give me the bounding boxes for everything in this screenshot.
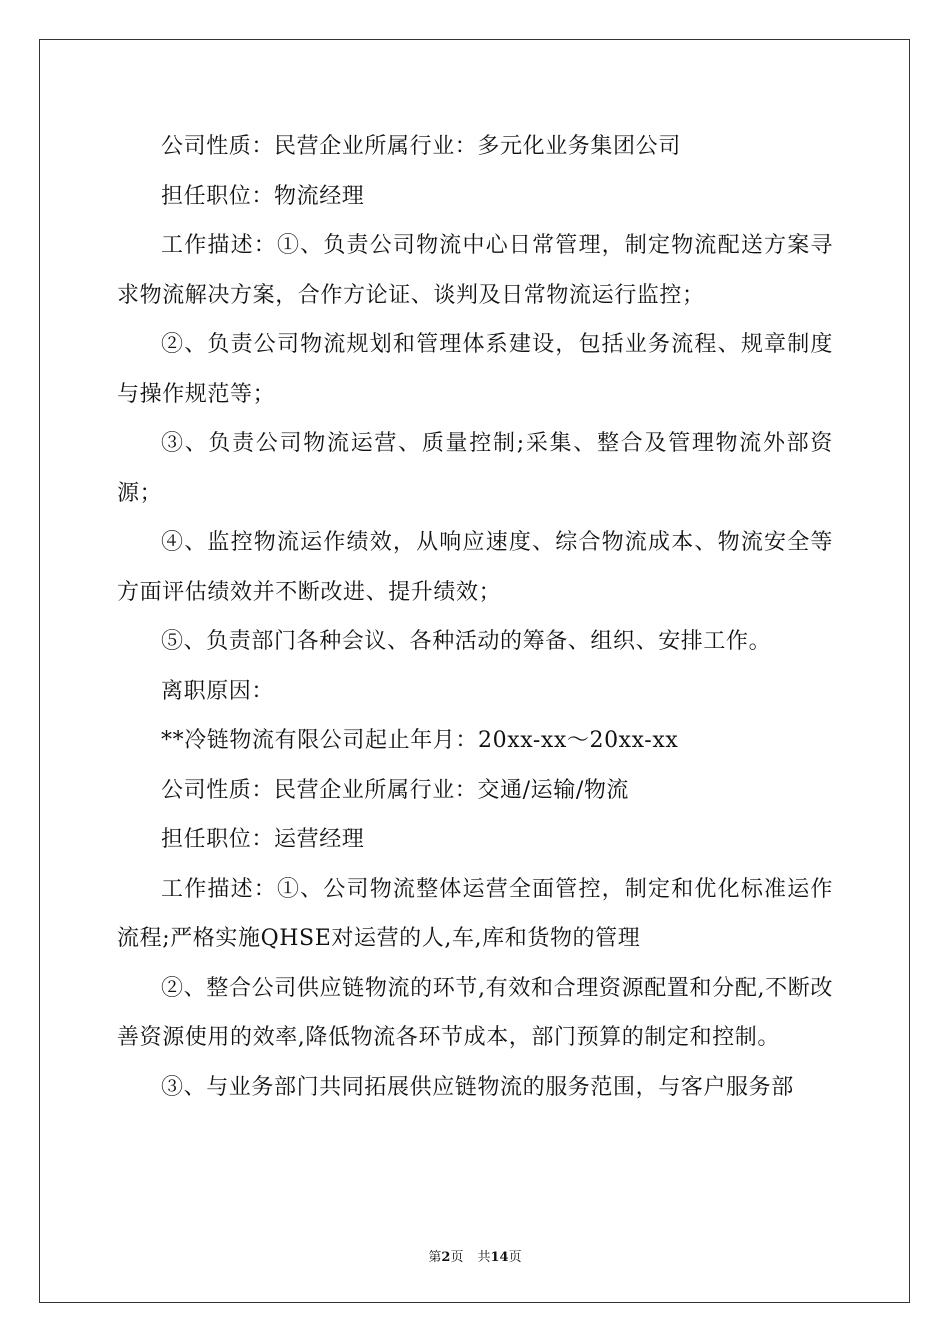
- paragraph-duty-2: ②、负责公司物流规划和管理体系建设，包括业务流程、规章制度与操作规范等；: [117, 332, 833, 407]
- footer-total-suffix: 页: [508, 1250, 522, 1265]
- footer-page-number: 2: [441, 1250, 451, 1265]
- paragraph-leave-reason: 离职原因：: [161, 678, 275, 704]
- footer-page-suffix: 页: [450, 1250, 464, 1265]
- paragraph-company-nature-2: 公司性质：民营企业所属行业：交通/运输/物流: [161, 777, 630, 803]
- paragraph-company-nature-1: 公司性质：民营企业所属行业：多元化业务集团公司: [161, 134, 681, 159]
- paragraph-duty-5: ⑤、负责部门各种会议、各种活动的筹备、组织、安排工作。: [161, 629, 772, 654]
- document-body: [117, 122, 833, 1112]
- paragraph-duty-4: ④、监控物流运作绩效，从响应速度、综合物流成本、物流安全等方面评估绩效并不断改进、提升绩效；: [117, 530, 833, 605]
- page-footer: [0, 1246, 950, 1265]
- paragraph-job-description-2: 工作描述：①、公司物流整体运营全面管控，制定和优化标准运作流程;严格实施QHSE对运营的人,车,库和货物的管理: [117, 876, 833, 951]
- paragraph-position-1: 担任职位：物流经理: [161, 183, 365, 209]
- paragraph-company-period: **冷链物流有限公司起止年月：20xx-xx～20xx-xx: [161, 728, 679, 753]
- footer-total-prefix: 共: [477, 1250, 491, 1265]
- paragraph-position-2: 担任职位：运营经理: [161, 827, 365, 852]
- paragraph-duty-3: ③、负责公司物流运营、质量控制;采集、整合及管理物流外部资源；: [117, 431, 833, 506]
- paragraph-job-description-1: 工作描述：①、负责公司物流中心日常管理，制定物流配送方案寻求物流解决方案，合作方论证、谈判及日常物流运行监控；: [117, 233, 833, 308]
- footer-total-number: 14: [490, 1250, 509, 1265]
- footer-page-prefix: 第: [428, 1250, 442, 1265]
- paragraph-duty-2b: ②、整合公司供应链物流的环节,有效和合理资源配置和分配,不断改善资源使用的效率,降低物流各环节成本，部门预算的制定和控制。: [117, 975, 833, 1050]
- paragraph-duty-3b: ③、与业务部门共同拓展供应链物流的服务范围，与客户服务部: [161, 1074, 794, 1100]
